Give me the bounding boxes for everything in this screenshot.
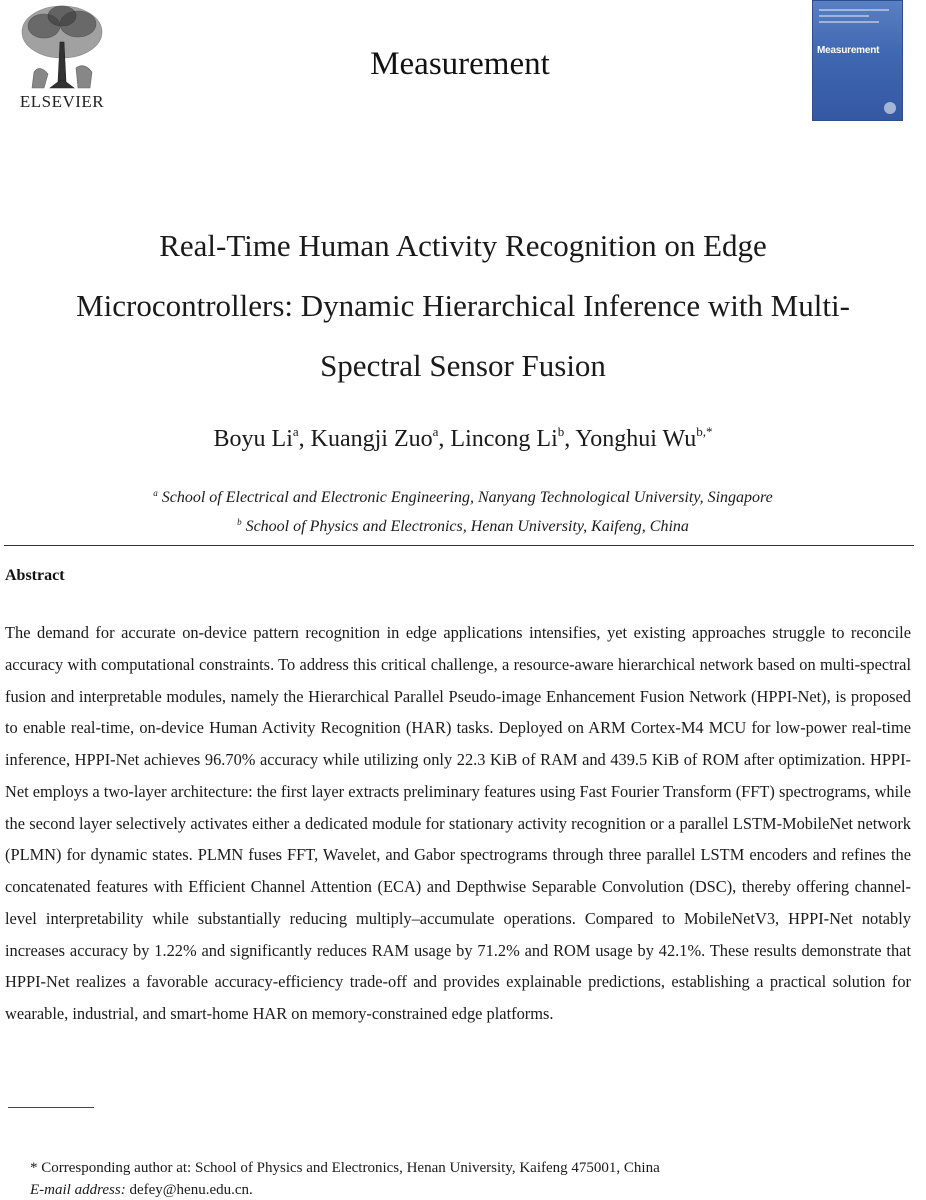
affiliation-marker: b	[237, 517, 242, 527]
author-name[interactable]: Yonghui Wu	[575, 426, 697, 452]
author-affiliation-marker: b,*	[696, 424, 713, 439]
affiliation-marker: a	[153, 488, 158, 498]
abstract-body: The demand for accurate on-device pattern recognition in edge applications intensifies, yet existing approaches struggle to reconcile accuracy with computational constraints. To address this critical challenge, a resource-aware hierarchical network based on multi-spectral fusion and interpretable modules, namely the Hierarchical Parallel Pseudo-image Enhancement Fusion Network (HPPI-Net), is proposed to enable real-time, on-device Human Activity Recognition (HAR) tasks. Deployed on ARM Cortex-M4 MCU for low-power real-time inference, HPPI-Net achieves 96.70% accuracy while utilizing only 22.3 KiB of RAM and 439.5 KiB of ROM after optimization. HPPI-Net employs a two-layer architecture: the first layer extracts preliminary features using Fast Fourier Transform (FFT) spectrograms, while the second layer selectively activates either a dedicated module for stationary activity recognition or a parallel LSTM-MobileNet network (PLMN) for dynamic states. PLMN fuses FFT, Wavelet, and Gabor spectrograms through three parallel LSTM encoders and refines the concatenated features with Efficient Channel Attention (ECA) and Depthwise Separable Convolution (DSC), thereby offering channel-level interpretability while substantially reducing multiply–accumulate operations. Compared to MobileNetV3, HPPI-Net notably increases accuracy by 1.22% and significantly reduces RAM usage by 71.2% and ROM usage by 42.1%. These results demonstrate that HPPI-Net realizes a favorable accuracy-efficiency trade-off and provides explainable predictions, establishing a practical solution for wearable, industrial, and smart-home HAR on memory-constrained edge platforms.	[5, 623, 911, 1023]
journal-title[interactable]: Measurement	[370, 46, 550, 82]
cover-decoration	[819, 9, 889, 27]
cover-title: Measurement	[817, 45, 880, 56]
section-divider	[4, 545, 914, 546]
abstract-heading: Abstract	[5, 567, 65, 584]
author-name[interactable]: Lincong Li	[450, 426, 558, 452]
author-separator: ,	[298, 426, 311, 452]
cover-seal-icon	[884, 102, 896, 114]
journal-cover-image[interactable]	[812, 0, 903, 121]
title-line: Microcontrollers: Dynamic Hierarchical Inference with Multi-	[76, 288, 850, 323]
author-affiliation-marker: b	[557, 424, 565, 439]
email-footnote	[30, 1182, 253, 1199]
affiliation-b	[0, 517, 926, 536]
title-line: Real-Time Human Activity Recognition on Edge	[159, 228, 767, 263]
author-affiliation-marker: a	[292, 424, 299, 439]
author-affiliation-marker: a	[432, 424, 439, 439]
title-line: Spectral Sensor Fusion	[320, 348, 606, 383]
author-list	[0, 424, 926, 453]
elsevier-logo[interactable]	[10, 2, 114, 110]
email-label: E-mail address:	[30, 1182, 126, 1198]
author-separator: ,	[438, 426, 451, 452]
publisher-name: ELSEVIER	[19, 92, 105, 111]
corresponding-author-footnote: * Corresponding author at: School of Physics and Electronics, Henan University, Kaifeng 475001, China	[30, 1160, 660, 1176]
affiliation-text: School of Physics and Electronics, Henan University, Kaifeng, China	[245, 518, 689, 535]
page-header	[0, 0, 926, 130]
email-address-link[interactable]: defey@henu.edu.cn.	[129, 1182, 253, 1198]
author-separator: ,	[564, 426, 576, 452]
author-name[interactable]: Kuangji Zuo	[310, 426, 433, 452]
author-name[interactable]: Boyu Li	[213, 426, 293, 452]
affiliation-text: School of Electrical and Electronic Engineering, Nanyang Technological University, Singapore	[161, 489, 773, 506]
footnote-divider	[8, 1107, 94, 1108]
affiliation-a	[0, 488, 926, 507]
tree-logo-icon	[14, 2, 110, 90]
paper-title	[0, 216, 926, 396]
